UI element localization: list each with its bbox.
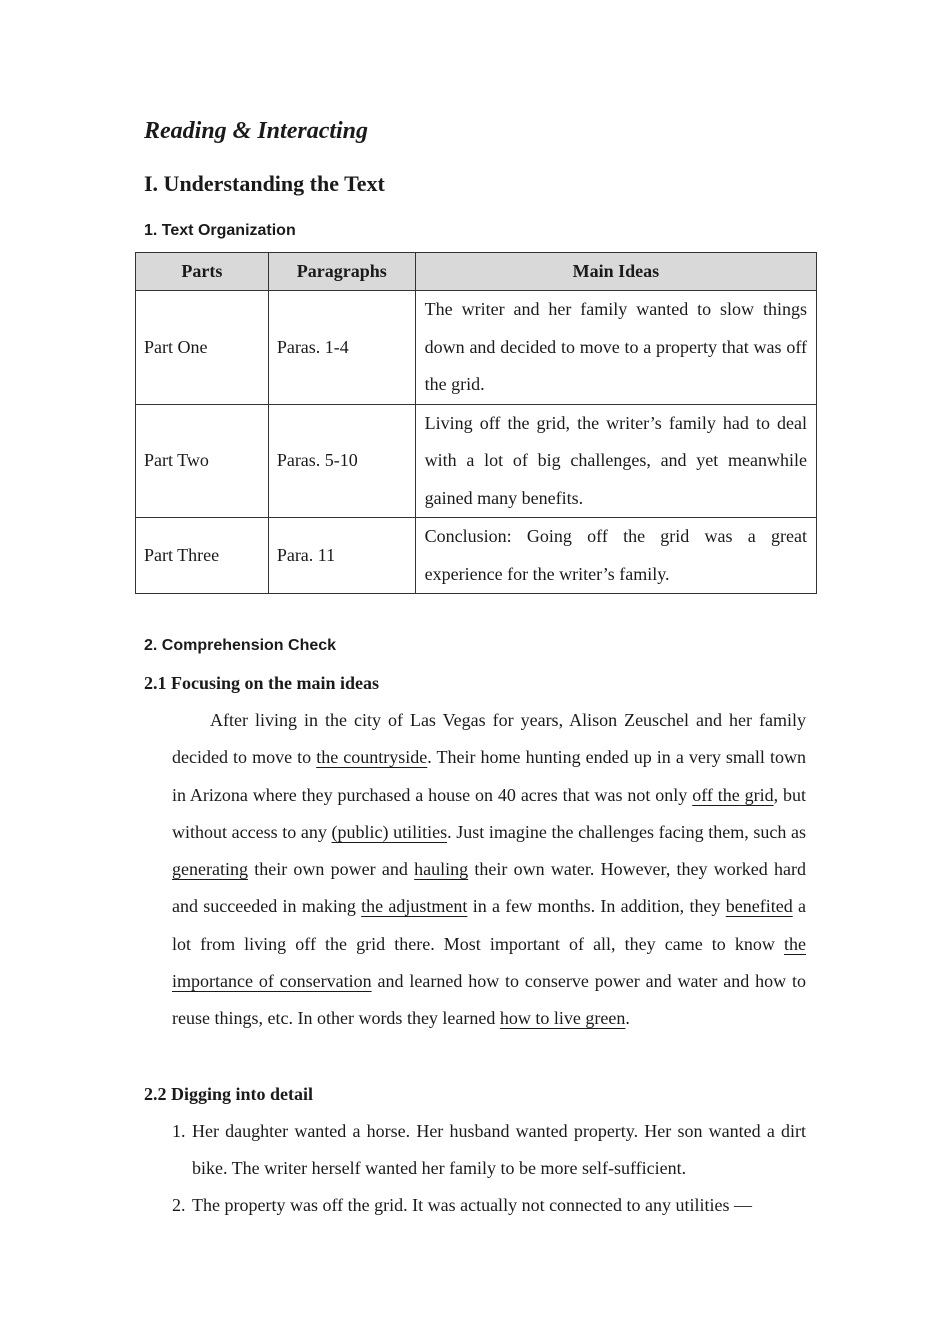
answer-blank: off the grid bbox=[692, 784, 774, 805]
answer-blank: generating bbox=[172, 859, 248, 880]
paragraphs-cell: Paras. 5-10 bbox=[268, 404, 415, 518]
paragraph-text: , but without access to any bbox=[172, 784, 806, 842]
table-header-row bbox=[136, 253, 817, 291]
answer-blank: (public) utilities bbox=[331, 821, 448, 842]
paragraph-text: After living in the city of Las Vegas for years, Alison Zeuschel and her family decided to move to bbox=[172, 710, 806, 768]
paragraph-text: and learned how to conserve power and water and how to reuse things, etc. In other words they learned bbox=[172, 971, 806, 1029]
page-title: Reading & Interacting bbox=[144, 118, 369, 144]
paragraphs-cell: Para. 11 bbox=[268, 518, 415, 594]
paragraph-text: a lot from living off the grid there. Most important of all, they came to know bbox=[172, 896, 806, 954]
part-cell: Part Two bbox=[136, 404, 269, 518]
paragraph-text: in a few months. In addition, they bbox=[467, 896, 726, 917]
main-idea-cell: Conclusion: Going off the grid was a great experience for the writer’s family. bbox=[415, 518, 816, 594]
answer-blank: benefited bbox=[725, 896, 793, 917]
paragraph-text: . Their home hunting ended up in a very small town in Arizona where they purchased a house on 40 acres that was not only bbox=[172, 747, 806, 805]
digging-detail-heading: 2.2 Digging into detail bbox=[144, 1084, 314, 1104]
comprehension-check-heading: 2. Comprehension Check bbox=[144, 637, 337, 654]
section-heading: I. Understanding the Text bbox=[144, 171, 385, 196]
paragraphs-cell: Paras. 1-4 bbox=[268, 291, 415, 405]
paragraph-text: . Just imagine the challenges facing them, such as bbox=[447, 821, 806, 842]
list-item-number: 2. bbox=[172, 1195, 186, 1215]
paragraph-text: their own water. However, they worked hard and succeeded in making bbox=[172, 859, 806, 917]
list-item-number: 1. bbox=[172, 1121, 186, 1141]
main-ideas-heading: 2.1 Focusing on the main ideas bbox=[144, 673, 380, 693]
main-idea-cell: The writer and her family wanted to slow things down and decided to move to a property that was off the grid. bbox=[415, 291, 816, 405]
list-item bbox=[172, 1113, 806, 1188]
answer-blank: the adjustment bbox=[361, 896, 468, 917]
list-item-text: Her daughter wanted a horse. Her husband wanted property. Her son wanted a dirt bike. The writer herself wanted her family to be more self-sufficient. bbox=[192, 1121, 806, 1179]
main-ideas-paragraph bbox=[172, 702, 806, 1038]
answer-blank: hauling bbox=[414, 859, 469, 880]
table-row bbox=[136, 404, 817, 518]
part-cell: Part Three bbox=[136, 518, 269, 594]
paragraph-text: . bbox=[625, 1008, 630, 1029]
text-organization-heading: 1. Text Organization bbox=[144, 222, 296, 239]
table-row bbox=[136, 291, 817, 405]
table-row bbox=[136, 518, 817, 594]
paragraph-text: their own power and bbox=[247, 859, 415, 880]
column-header-parts: Parts bbox=[136, 253, 269, 291]
answer-blank: the importance of conservation bbox=[172, 933, 806, 992]
column-header-main-ideas: Main Ideas bbox=[415, 253, 816, 291]
list-item-text: The property was off the grid. It was actually not connected to any utilities — bbox=[192, 1195, 753, 1215]
list-item bbox=[172, 1187, 806, 1224]
column-header-paragraphs: Paragraphs bbox=[268, 253, 415, 291]
text-organization-table bbox=[135, 252, 817, 594]
part-cell: Part One bbox=[136, 291, 269, 405]
answer-blank: the countryside bbox=[316, 747, 428, 768]
main-idea-cell: Living off the grid, the writer’s family had to deal with a lot of big challenges, and yet meanwhile gained many benefits. bbox=[415, 404, 816, 518]
answer-blank: how to live green bbox=[499, 1008, 626, 1029]
